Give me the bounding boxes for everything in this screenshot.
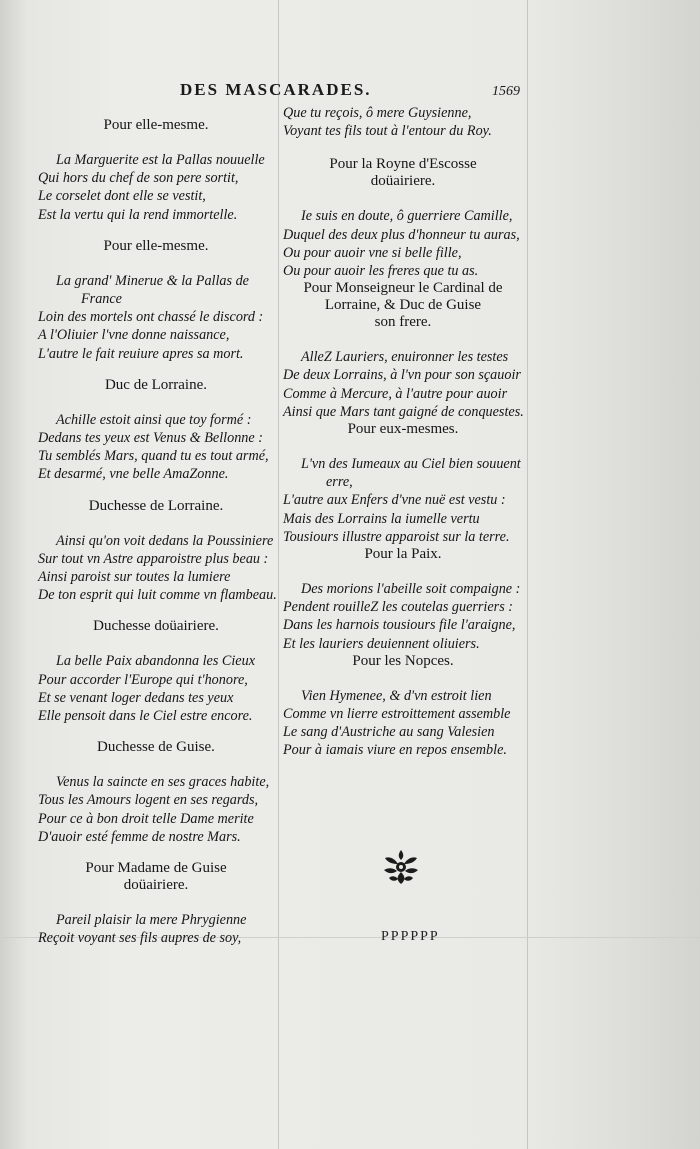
- verse-line: Comme vn lierre estroittement assemble: [283, 706, 511, 723]
- verse-line: Achille estoit ainsi que toy formé :: [56, 411, 252, 428]
- poem-title: Duchesse de Guise.: [97, 739, 215, 756]
- verse-line: Tu semblés Mars, quand tu es tout armé,: [38, 448, 269, 465]
- signature-mark: PPPPPP: [381, 929, 440, 944]
- poem-verse: [283, 687, 523, 760]
- poem-title: Pour la Royne d'Escosse doüairiere.: [329, 156, 477, 190]
- verse-line: Ainsi que Mars tant gaigné de conquestes.: [283, 403, 524, 420]
- verse-line: Le corselet dont elle se vestit,: [38, 188, 206, 205]
- poem: [38, 739, 274, 846]
- verse-line: De deux Lorrains, à l'vn pour son sçauoir: [283, 367, 521, 384]
- verse-line: Voyant tes fils tout à l'entour du Roy.: [283, 123, 492, 140]
- poem-title: Duchesse de Lorraine.: [88, 497, 224, 514]
- verse-line: Sur tout vn Astre apparoistre plus beau :: [38, 550, 269, 567]
- poem: [38, 117, 274, 224]
- poem: [38, 618, 274, 725]
- poem-verse: [38, 411, 274, 484]
- verse-line: La belle Paix abandonna les Cieux: [56, 653, 255, 670]
- verse-line: Tousiours illustre apparoist sur la terre.: [283, 528, 510, 545]
- verse-line: Ie suis en doute, ô guerriere Camille,: [301, 208, 513, 225]
- verse-line: Vien Hymenee, & d'vn estroit lien: [301, 687, 492, 704]
- running-head: DES MASCARADES.: [180, 80, 372, 99]
- verse-line: Venus la saincte en ses graces habite,: [56, 774, 270, 791]
- verse-line: Ainsi qu'on voit dedans la Poussiniere: [56, 532, 274, 549]
- verse-line: Ou pour auoir les freres que tu as.: [283, 263, 479, 280]
- poem-verse: [38, 532, 277, 605]
- verse-line: Qui hors du chef de son pere sortit,: [38, 170, 239, 187]
- verse-line: Que tu reçois, ô mere Guysienne,: [283, 105, 472, 121]
- poem-title: Pour eux-mesmes.: [347, 421, 459, 438]
- poem-title: Pour elle-mesme.: [103, 117, 209, 133]
- verse-line: Et les lauriers deuiennent oliuiers.: [283, 635, 480, 652]
- scan-guide-line: [278, 0, 279, 1149]
- verse-line: L'vn des Iumeaux au Ciel bien souuent: [301, 456, 521, 473]
- poem-title: Pour elle-mesme.: [103, 237, 209, 254]
- poem: [38, 860, 274, 947]
- verse-line: Dans les harnois tousiours file l'araigne,: [283, 617, 516, 634]
- verse-line: Tous les Amours logent en ses regards,: [38, 792, 259, 809]
- verse-line: Ainsi paroist sur toutes la lumiere: [38, 569, 231, 586]
- verse-line: Ou pour auoir vne si belle fille,: [283, 244, 462, 261]
- verse-line: Le sang d'Austriche au sang Valesien: [283, 724, 495, 741]
- scan-guide-line: [527, 0, 528, 1149]
- poem: [38, 497, 277, 605]
- poem-verse: [283, 580, 523, 653]
- poem-verse: [38, 773, 274, 846]
- right-column: [283, 104, 523, 760]
- poem-verse: [38, 911, 274, 947]
- verse-line: Mais des Lorrains la iumelle vertu: [283, 510, 480, 527]
- verse-line: Pour accorder l'Europe qui t'honore,: [38, 671, 248, 688]
- verse-line: Des morions l'abeille soit compaigne :: [301, 581, 521, 598]
- verse-line: Loin des mortels ont chassé le discord :: [38, 309, 264, 326]
- verse-line: France: [81, 291, 122, 308]
- poem: [38, 238, 274, 363]
- verse-line: L'autre le fait reuiure apres sa mort.: [38, 345, 244, 362]
- verse-line: Et desarmé, vne belle AmaZonne.: [38, 466, 229, 483]
- poem-verse: [283, 348, 523, 421]
- poem-verse: [38, 272, 274, 363]
- page-number: 1569: [492, 84, 520, 99]
- verse-line: AlleZ Lauriers, enuironner les testes: [301, 349, 509, 366]
- poem-verse-continuation: [283, 104, 523, 140]
- poem: [283, 653, 523, 760]
- poem-title: Pour les Nopces.: [352, 652, 454, 669]
- poem-verse: [283, 207, 523, 280]
- verse-line: D'auoir esté femme de nostre Mars.: [38, 828, 241, 845]
- verse-line: Et se venant loger dedans tes yeux: [38, 689, 234, 706]
- poem-verse: [283, 455, 523, 546]
- fleuron-icon: [381, 848, 421, 886]
- poem: [283, 156, 523, 280]
- verse-line: A l'Oliuier l'vne donne naissance,: [38, 327, 230, 344]
- verse-line: Elle pensoit dans le Ciel estre encore.: [38, 708, 253, 725]
- verse-line: La grand' Minerue & la Pallas de: [56, 272, 249, 289]
- poem: [38, 377, 274, 484]
- poem-title: Pour Monseigneur le Cardinal de Lorraine, & Duc de Guise son frere.: [303, 280, 503, 331]
- verse-line: De ton esprit qui luit comme vn flambeau.: [38, 587, 277, 604]
- verse-line: La Marguerite est la Pallas nouuelle: [56, 152, 265, 168]
- left-column: [38, 104, 277, 947]
- verse-line: L'autre aux Enfers d'vne nuë est vestu :: [283, 492, 506, 509]
- verse-line: Pendent rouilleZ les coutelas guerriers :: [283, 599, 513, 616]
- poem-verse: [38, 151, 274, 224]
- verse-line: erre,: [326, 474, 353, 491]
- verse-line: Pareil plaisir la mere Phrygienne: [56, 912, 247, 929]
- poem-title: Duc de Lorraine.: [104, 376, 208, 393]
- verse-line: Reçoit voyant ses fils aupres de soy,: [38, 930, 242, 947]
- poem-verse: [38, 652, 274, 725]
- poem: [283, 280, 523, 421]
- verse-line: Dedans tes yeux est Venus & Bellonne :: [38, 430, 263, 447]
- poem: [283, 421, 523, 546]
- poem-title: Duchesse doüairiere.: [93, 618, 219, 635]
- poem: [283, 546, 523, 653]
- verse-line: Duquel des deux plus d'honneur tu auras,: [283, 226, 520, 243]
- verse-line: Comme à Mercure, à l'autre pour auoir: [283, 385, 508, 402]
- poem-title: Pour Madame de Guise doüairiere.: [85, 860, 227, 894]
- verse-line: Pour ce à bon droit telle Dame merite: [38, 810, 254, 827]
- verse-line: Est la vertu qui la rend immortelle.: [38, 206, 238, 223]
- poem-title: Pour la Paix.: [364, 546, 442, 563]
- verse-line: Pour à iamais viure en repos ensemble.: [283, 742, 507, 759]
